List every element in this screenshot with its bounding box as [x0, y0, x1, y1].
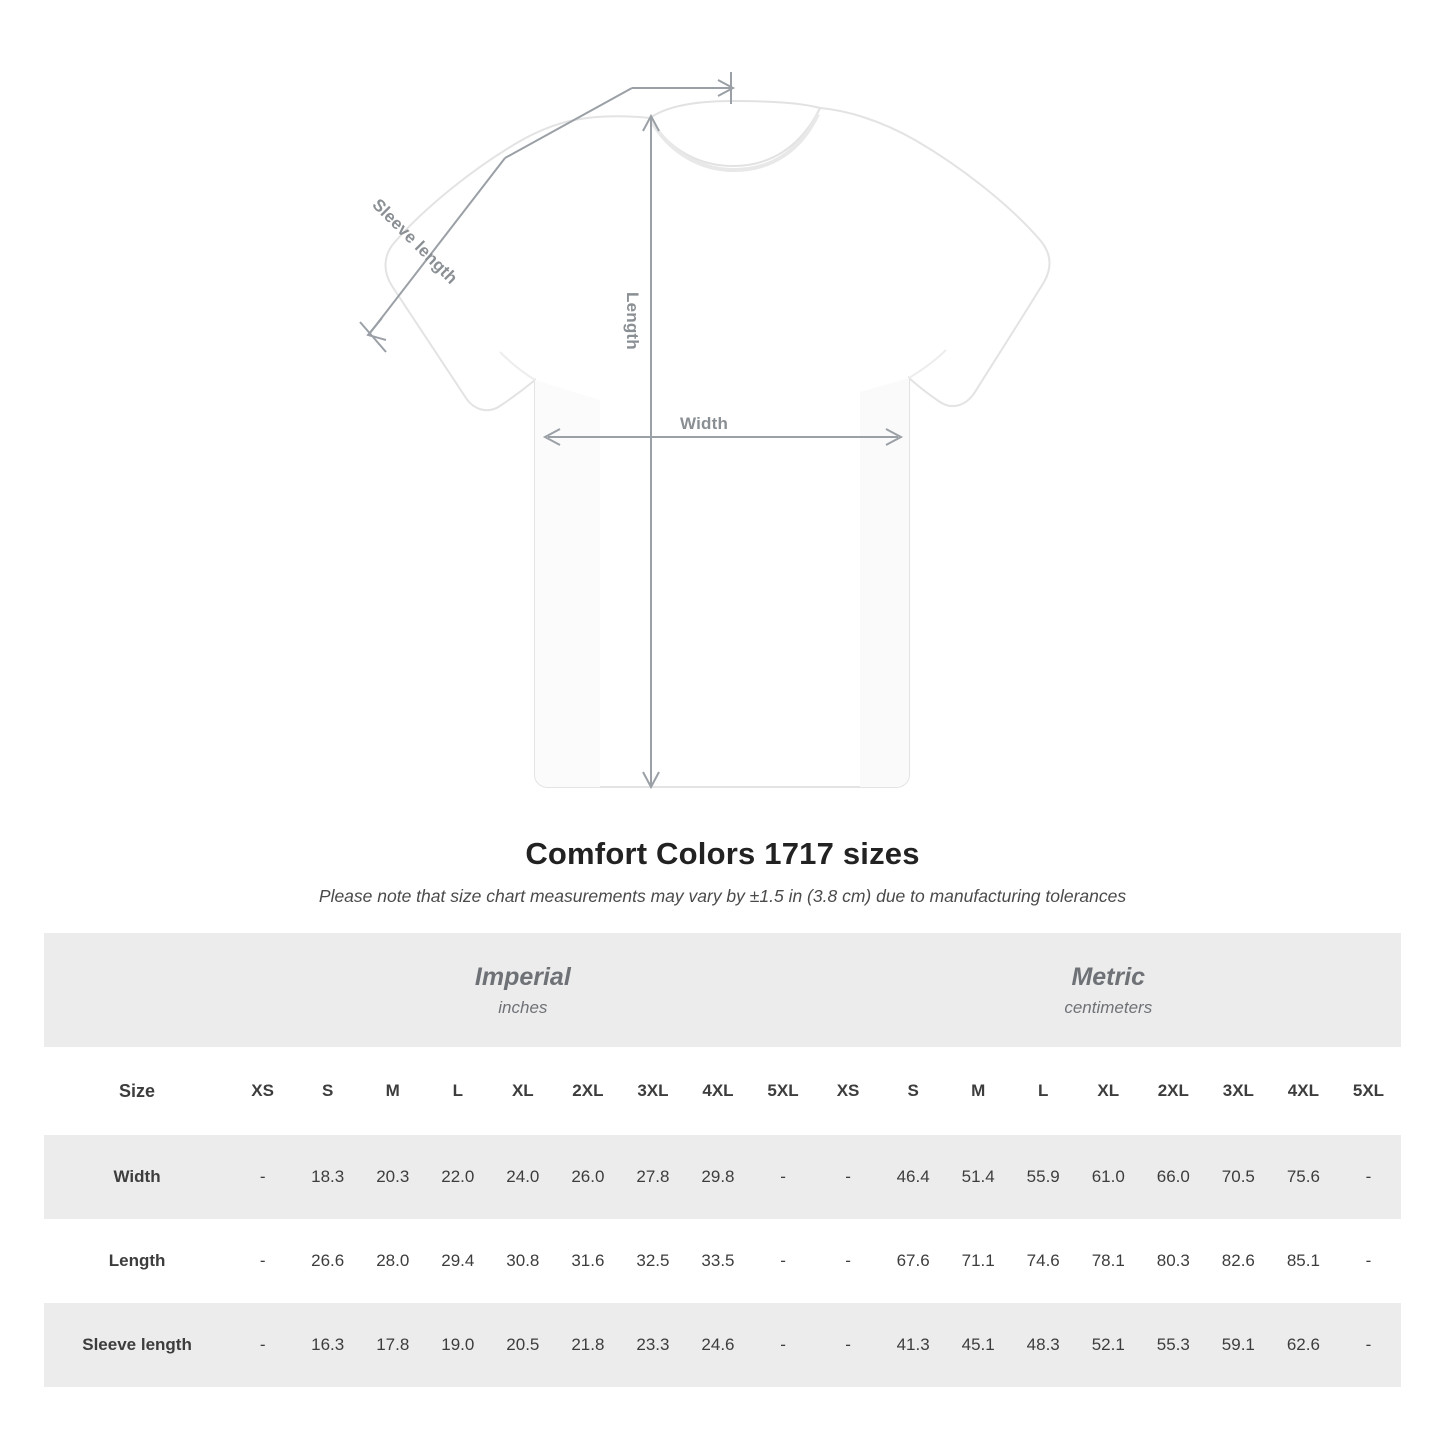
cell-width-imperial-2xl: 26.0	[555, 1135, 620, 1219]
cell-sleeve-metric-xs: -	[816, 1303, 881, 1387]
unit-group-imperial-name: Imperial	[474, 963, 571, 992]
cell-length-metric-xl: 78.1	[1076, 1219, 1141, 1303]
cell-length-imperial-l: 29.4	[425, 1219, 490, 1303]
cell-width-metric-3xl: 70.5	[1206, 1135, 1271, 1219]
cell-length-imperial-s: 26.6	[295, 1219, 360, 1303]
cell-sleeve-metric-l: 48.3	[1011, 1303, 1076, 1387]
size-header-metric-5xl: 5XL	[1336, 1047, 1401, 1135]
cell-length-metric-xs: -	[816, 1219, 881, 1303]
size-header-imperial-s: S	[295, 1047, 360, 1135]
cell-length-imperial-3xl: 32.5	[620, 1219, 685, 1303]
cell-length-imperial-xs: -	[230, 1219, 295, 1303]
cell-length-imperial-m: 28.0	[360, 1219, 425, 1303]
size-header-imperial-4xl: 4XL	[685, 1047, 750, 1135]
table-row	[44, 1303, 1401, 1387]
cell-width-imperial-l: 22.0	[425, 1135, 490, 1219]
cell-width-metric-l: 55.9	[1011, 1135, 1076, 1219]
cell-width-imperial-m: 20.3	[360, 1135, 425, 1219]
tolerance-note: Please note that size chart measurements may vary by ±1.5 in (3.8 cm) due to manufacturing tolerances	[318, 886, 1127, 906]
unit-group-imperial-units: inches	[498, 997, 548, 1017]
cell-sleeve-metric-3xl: 59.1	[1206, 1303, 1271, 1387]
unit-group-metric-name: Metric	[1071, 963, 1146, 992]
unit-group-spacer	[44, 933, 230, 1047]
size-table-container	[0, 933, 1445, 1387]
cell-width-metric-2xl: 66.0	[1141, 1135, 1206, 1219]
cell-width-metric-4xl: 75.6	[1271, 1135, 1336, 1219]
cell-sleeve-metric-s: 41.3	[881, 1303, 946, 1387]
size-header-metric-xs: XS	[816, 1047, 881, 1135]
cell-width-imperial-s: 18.3	[295, 1135, 360, 1219]
cell-length-metric-2xl: 80.3	[1141, 1219, 1206, 1303]
size-header-imperial-l: L	[425, 1047, 490, 1135]
cell-sleeve-metric-5xl: -	[1336, 1303, 1401, 1387]
cell-length-imperial-xl: 30.8	[490, 1219, 555, 1303]
row-label-length: Length	[44, 1219, 230, 1303]
cell-length-metric-4xl: 85.1	[1271, 1219, 1336, 1303]
size-column-header: Size	[44, 1047, 230, 1135]
cell-width-metric-s: 46.4	[881, 1135, 946, 1219]
cell-sleeve-imperial-3xl: 23.3	[620, 1303, 685, 1387]
row-label-sleeve-length: Sleeve length	[44, 1303, 230, 1387]
cell-width-imperial-xl: 24.0	[490, 1135, 555, 1219]
cell-sleeve-metric-m: 45.1	[946, 1303, 1011, 1387]
length-dimension-label: Length	[623, 292, 642, 350]
cell-length-metric-m: 71.1	[946, 1219, 1011, 1303]
size-header-imperial-5xl: 5XL	[751, 1047, 816, 1135]
cell-width-metric-xl: 61.0	[1076, 1135, 1141, 1219]
tshirt-shape	[385, 101, 1049, 787]
size-header-imperial-3xl: 3XL	[620, 1047, 685, 1135]
size-header-metric-4xl: 4XL	[1271, 1047, 1336, 1135]
cell-length-imperial-5xl: -	[751, 1219, 816, 1303]
chart-header	[0, 836, 1445, 907]
cell-width-imperial-3xl: 27.8	[620, 1135, 685, 1219]
cell-sleeve-metric-4xl: 62.6	[1271, 1303, 1336, 1387]
size-header-imperial-m: M	[360, 1047, 425, 1135]
cell-sleeve-imperial-s: 16.3	[295, 1303, 360, 1387]
cell-sleeve-imperial-xl: 20.5	[490, 1303, 555, 1387]
cell-sleeve-imperial-xs: -	[230, 1303, 295, 1387]
cell-sleeve-imperial-m: 17.8	[360, 1303, 425, 1387]
size-header-metric-3xl: 3XL	[1206, 1047, 1271, 1135]
table-row	[44, 1135, 1401, 1219]
size-header-metric-s: S	[881, 1047, 946, 1135]
table-row	[44, 1219, 1401, 1303]
cell-sleeve-imperial-2xl: 21.8	[555, 1303, 620, 1387]
unit-group-row	[44, 933, 1401, 1047]
size-table	[44, 933, 1401, 1387]
sleeve-length-dimension-label: Sleeve length	[368, 195, 462, 288]
width-dimension-label: Width	[680, 414, 729, 433]
cell-width-imperial-5xl: -	[751, 1135, 816, 1219]
size-header-row	[44, 1047, 1401, 1135]
cell-width-metric-5xl: -	[1336, 1135, 1401, 1219]
size-header-metric-2xl: 2XL	[1141, 1047, 1206, 1135]
row-label-width: Width	[44, 1135, 230, 1219]
cell-length-imperial-4xl: 33.5	[685, 1219, 750, 1303]
cell-sleeve-metric-xl: 52.1	[1076, 1303, 1141, 1387]
cell-sleeve-imperial-5xl: -	[751, 1303, 816, 1387]
cell-sleeve-metric-2xl: 55.3	[1141, 1303, 1206, 1387]
unit-group-imperial	[230, 933, 815, 1047]
size-header-metric-m: M	[946, 1047, 1011, 1135]
size-header-imperial-2xl: 2XL	[555, 1047, 620, 1135]
size-header-metric-xl: XL	[1076, 1047, 1141, 1135]
unit-group-metric-units: centimeters	[1064, 997, 1153, 1017]
size-header-imperial-xs: XS	[230, 1047, 295, 1135]
cell-width-imperial-xs: -	[230, 1135, 295, 1219]
cell-length-metric-l: 74.6	[1011, 1219, 1076, 1303]
unit-group-metric	[816, 933, 1401, 1047]
cell-width-metric-xs: -	[816, 1135, 881, 1219]
size-header-imperial-xl: XL	[490, 1047, 555, 1135]
cell-sleeve-imperial-l: 19.0	[425, 1303, 490, 1387]
cell-sleeve-imperial-4xl: 24.6	[685, 1303, 750, 1387]
size-header-metric-l: L	[1011, 1047, 1076, 1135]
page-title: Comfort Colors 1717 sizes	[525, 836, 920, 871]
cell-length-imperial-2xl: 31.6	[555, 1219, 620, 1303]
cell-length-metric-s: 67.6	[881, 1219, 946, 1303]
cell-width-imperial-4xl: 29.8	[685, 1135, 750, 1219]
cell-length-metric-3xl: 82.6	[1206, 1219, 1271, 1303]
cell-width-metric-m: 51.4	[946, 1135, 1011, 1219]
cell-length-metric-5xl: -	[1336, 1219, 1401, 1303]
